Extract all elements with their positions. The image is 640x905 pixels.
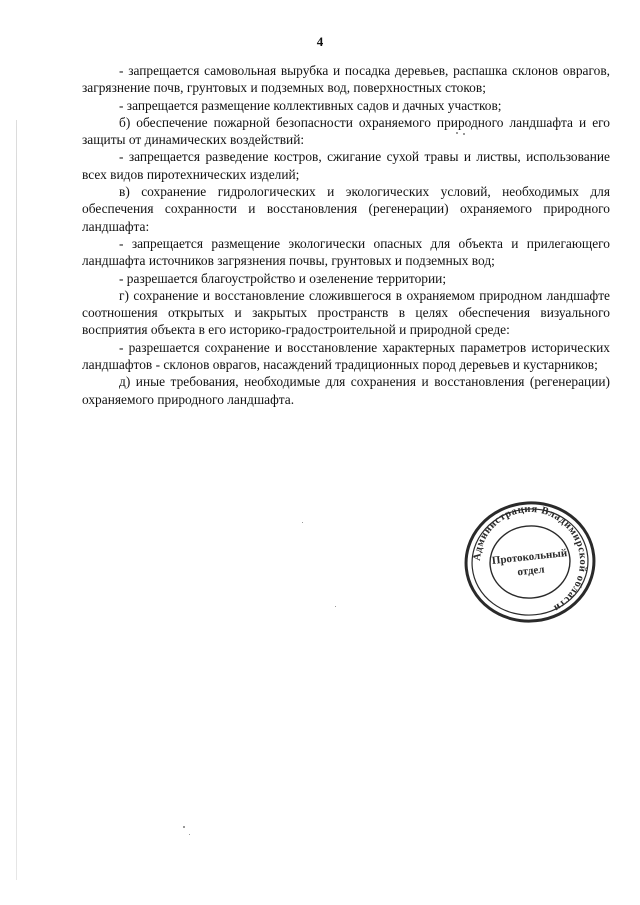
paragraph: - запрещается разведение костров, сжигание сухой травы и листвы, использование всех видов пиротехнических изделий; (82, 149, 610, 182)
stamp-inner-line-1: Протокольный (491, 547, 568, 567)
paragraph: - разрешается сохранение и восстановление характерных параметров исторических ландшафтов - склонов оврагов, насаждений традиционных пород деревьев и кустарников; (82, 339, 610, 373)
page-number: 4 (316, 34, 324, 49)
scan-speck (189, 834, 190, 835)
scan-speck (183, 826, 185, 828)
stamp-ring-text: Администрация Владимирской области (471, 503, 589, 614)
scan-speck (302, 522, 303, 523)
paragraph: г) сохранение и восстановление сложившегося в охраняемом природном ландшафте соотношения открытых и закрытых пространств в целях обеспечения визуального восприятия объекта в его историко-градостроительной и природной среде: (82, 287, 610, 338)
scan-speck (463, 133, 465, 135)
paragraph: - разрешается благоустройство и озеленение территории; (119, 270, 447, 286)
paragraph: в) сохранение гидрологических и экологических условий, необходимых для обеспечения сохранности и восстановления (регенерации) охраняемого природного ландшафта: (82, 184, 610, 234)
scan-speck (456, 132, 458, 134)
stamp-inner-line-2: отдел (516, 563, 546, 579)
paragraph: б) обеспечение пожарной безопасности охраняемого природного ландшафта и его защиты от динамических воздействий: (82, 114, 610, 148)
official-stamp (463, 500, 597, 624)
paragraph: - запрещается самовольная вырубка и посадка деревьев, распашка склонов оврагов, загрязнение почв, грунтовых и подземных вод, поверхностных стоков; (82, 63, 610, 96)
scan-edge-shadow (16, 120, 17, 880)
paragraph: - запрещается размещение экологически опасных для объекта и прилегающего ландшафта источников загрязнения почвы, грунтовых и подземных вод; (82, 235, 610, 269)
document-body (82, 62, 610, 408)
paragraph: д) иные требования, необходимые для сохранения и восстановления (регенерации) охраняемого природного ландшафта. (82, 374, 610, 407)
paragraph: - запрещается размещение коллективных садов и дачных участков; (119, 97, 502, 113)
scan-speck (335, 606, 336, 607)
